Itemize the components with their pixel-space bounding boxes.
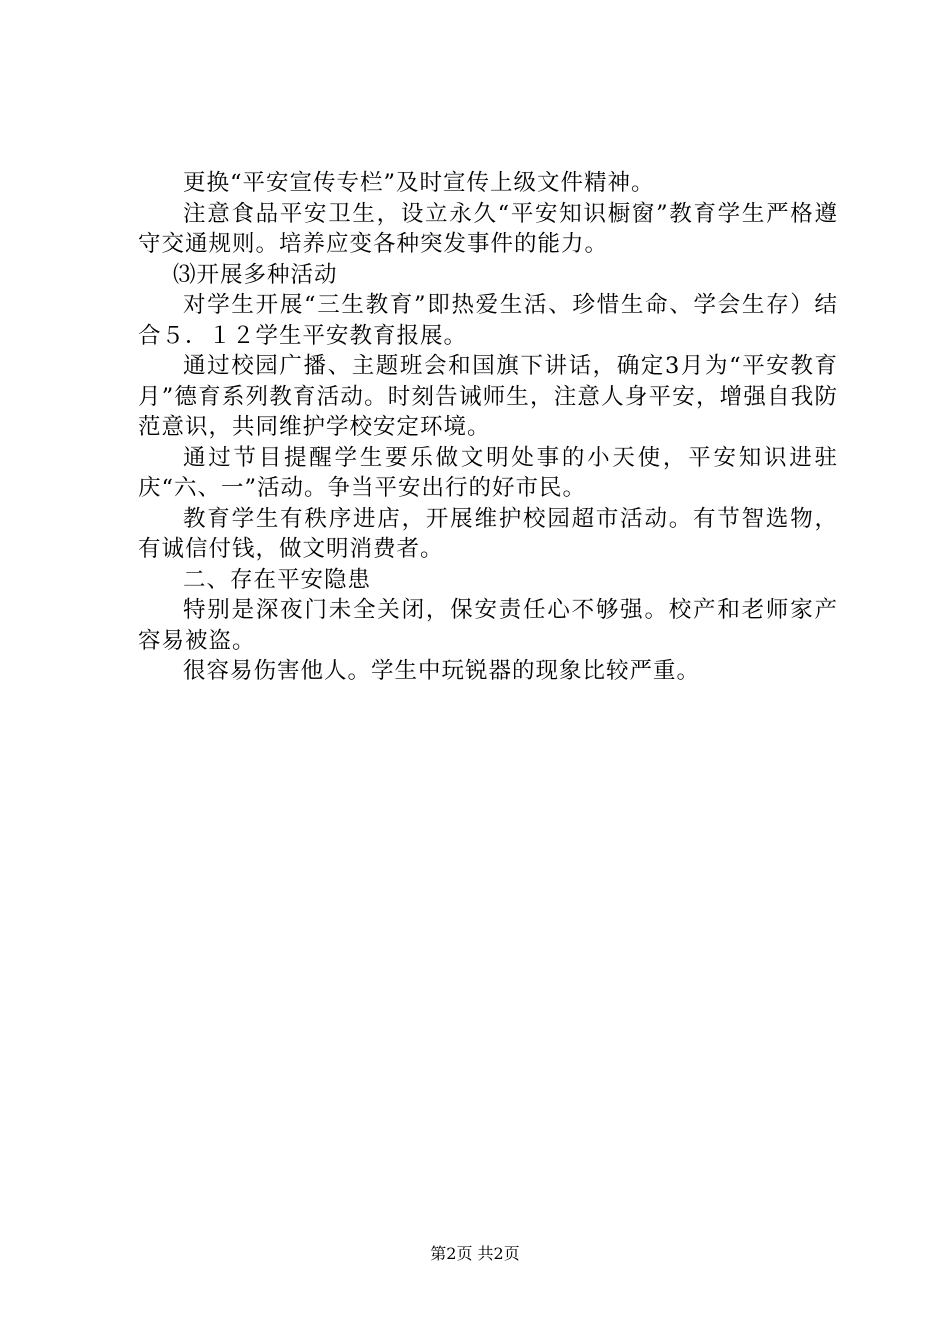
paragraph-night-security: 特别是深夜门未全关闭，保安责任心不够强。校产和老师家产容易被盗。 — [138, 597, 838, 654]
paragraph-program-reminder: 通过节目提醒学生要乐做文明处事的小天使，平安知识进驻庆“六、一”活动。争当平安出行的好市民。 — [138, 444, 838, 501]
paragraph-sharp-objects: 很容易伤害他人。学生中玩锐器的现象比较严重。 — [183, 658, 701, 684]
paragraph-publicity-column: 更换“平安宣传专栏”及时宣传上级文件精神。 — [183, 170, 655, 196]
section-heading-hazards: 二、存在平安隐患 — [183, 566, 372, 593]
paragraph-campus-broadcast: 通过校园广播、主题班会和国旗下讲话，确定3月为“平安教育月”德育系列教育活动。时刻告诫师生，注意人身平安，增强自我防范意识，共同维护学校安定环境。 — [138, 353, 838, 440]
paragraph-store-order: 教育学生有秩序进店，开展维护校园超市活动。有节智选物，有诚信付钱，做文明消费者。 — [138, 505, 838, 562]
paragraph-food-safety: 注意食品平安卫生，设立永久“平安知识橱窗”教育学生严格遵守交通规则。培养应变各种突发事件的能力。 — [138, 200, 838, 257]
page-number-footer: 第2页 共2页 — [430, 1244, 520, 1263]
section-heading-activities: ⑶开展多种活动 — [173, 261, 338, 288]
paragraph-three-life-education: 对学生开展“三生教育”即热爱生活、珍惜生命、学会生存）结合５．１２学生平安教育报展。 — [138, 292, 838, 349]
document-body — [138, 168, 838, 687]
